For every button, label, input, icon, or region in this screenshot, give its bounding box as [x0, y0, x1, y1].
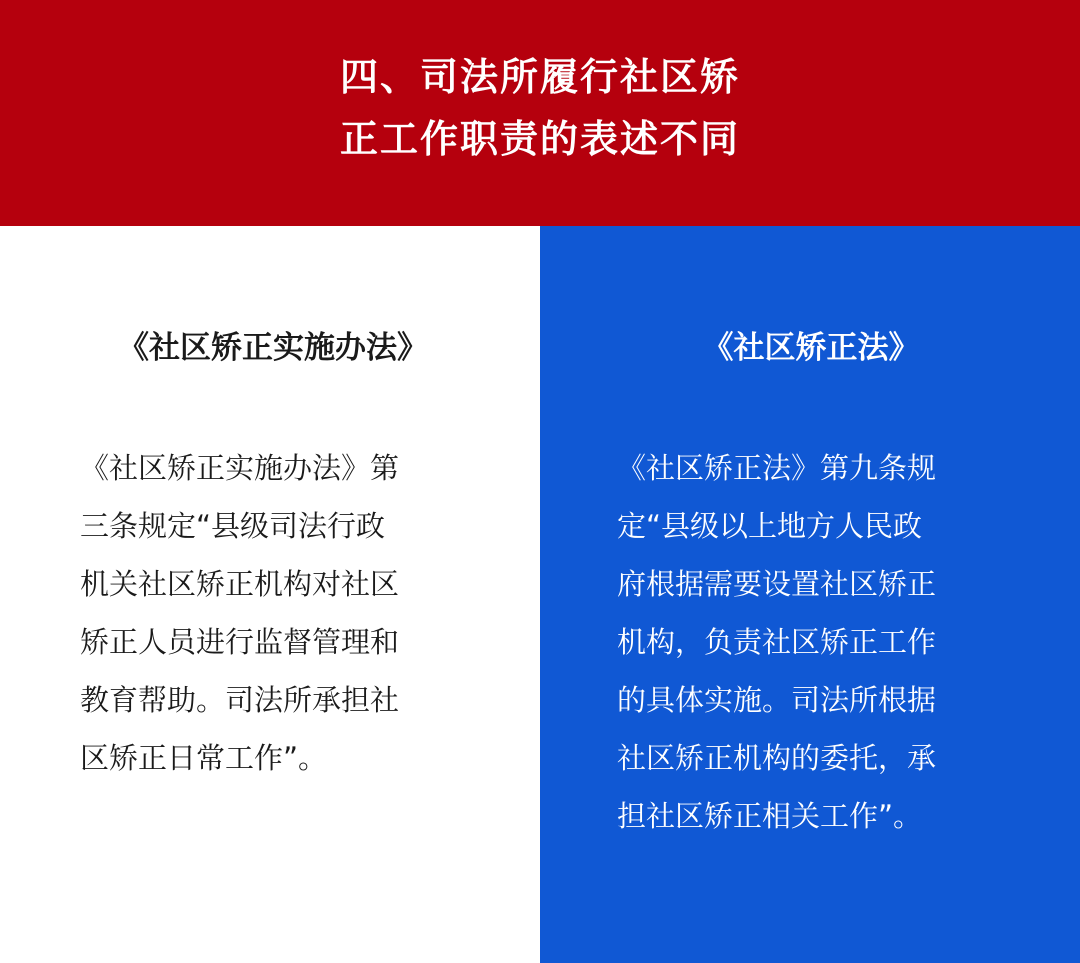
header-banner	[0, 0, 1080, 226]
left-body-line: 三条规定“县级司法行政	[80, 509, 386, 543]
right-body-line: 社区矫正机构的委托，承	[617, 741, 937, 775]
right-panel-body	[617, 439, 992, 845]
left-body-line: 机关社区矫正机构对社区	[80, 567, 400, 601]
right-body-line: 机构，负责社区矫正工作	[617, 625, 937, 659]
page-title-line-1: 四、司法所履行社区矫	[339, 55, 740, 99]
right-body-line: 《社区矫正法》第九条规	[617, 451, 937, 485]
left-body-line: 矫正人员进行监督管理和	[80, 625, 400, 659]
right-panel-heading: 《社区矫正法》	[702, 330, 920, 366]
left-body-line: 区矫正日常工作”。	[80, 741, 328, 775]
right-body-line: 定“县级以上地方人民政	[617, 509, 923, 543]
right-panel	[540, 226, 1080, 963]
left-body-line: 《社区矫正实施办法》第	[80, 451, 400, 485]
left-panel-body	[80, 439, 455, 787]
left-panel	[0, 226, 540, 963]
page-title-line-2: 正工作职责的表述不同	[339, 117, 740, 161]
left-body-line: 教育帮助。司法所承担社	[80, 683, 400, 717]
right-body-line: 的具体实施。司法所根据	[617, 683, 937, 717]
left-panel-heading: 《社区矫正实施办法》	[118, 330, 428, 366]
right-body-line: 府根据需要设置社区矫正	[617, 567, 937, 601]
right-body-line: 担社区矫正相关工作”。	[617, 799, 923, 833]
page-title	[0, 46, 1080, 170]
